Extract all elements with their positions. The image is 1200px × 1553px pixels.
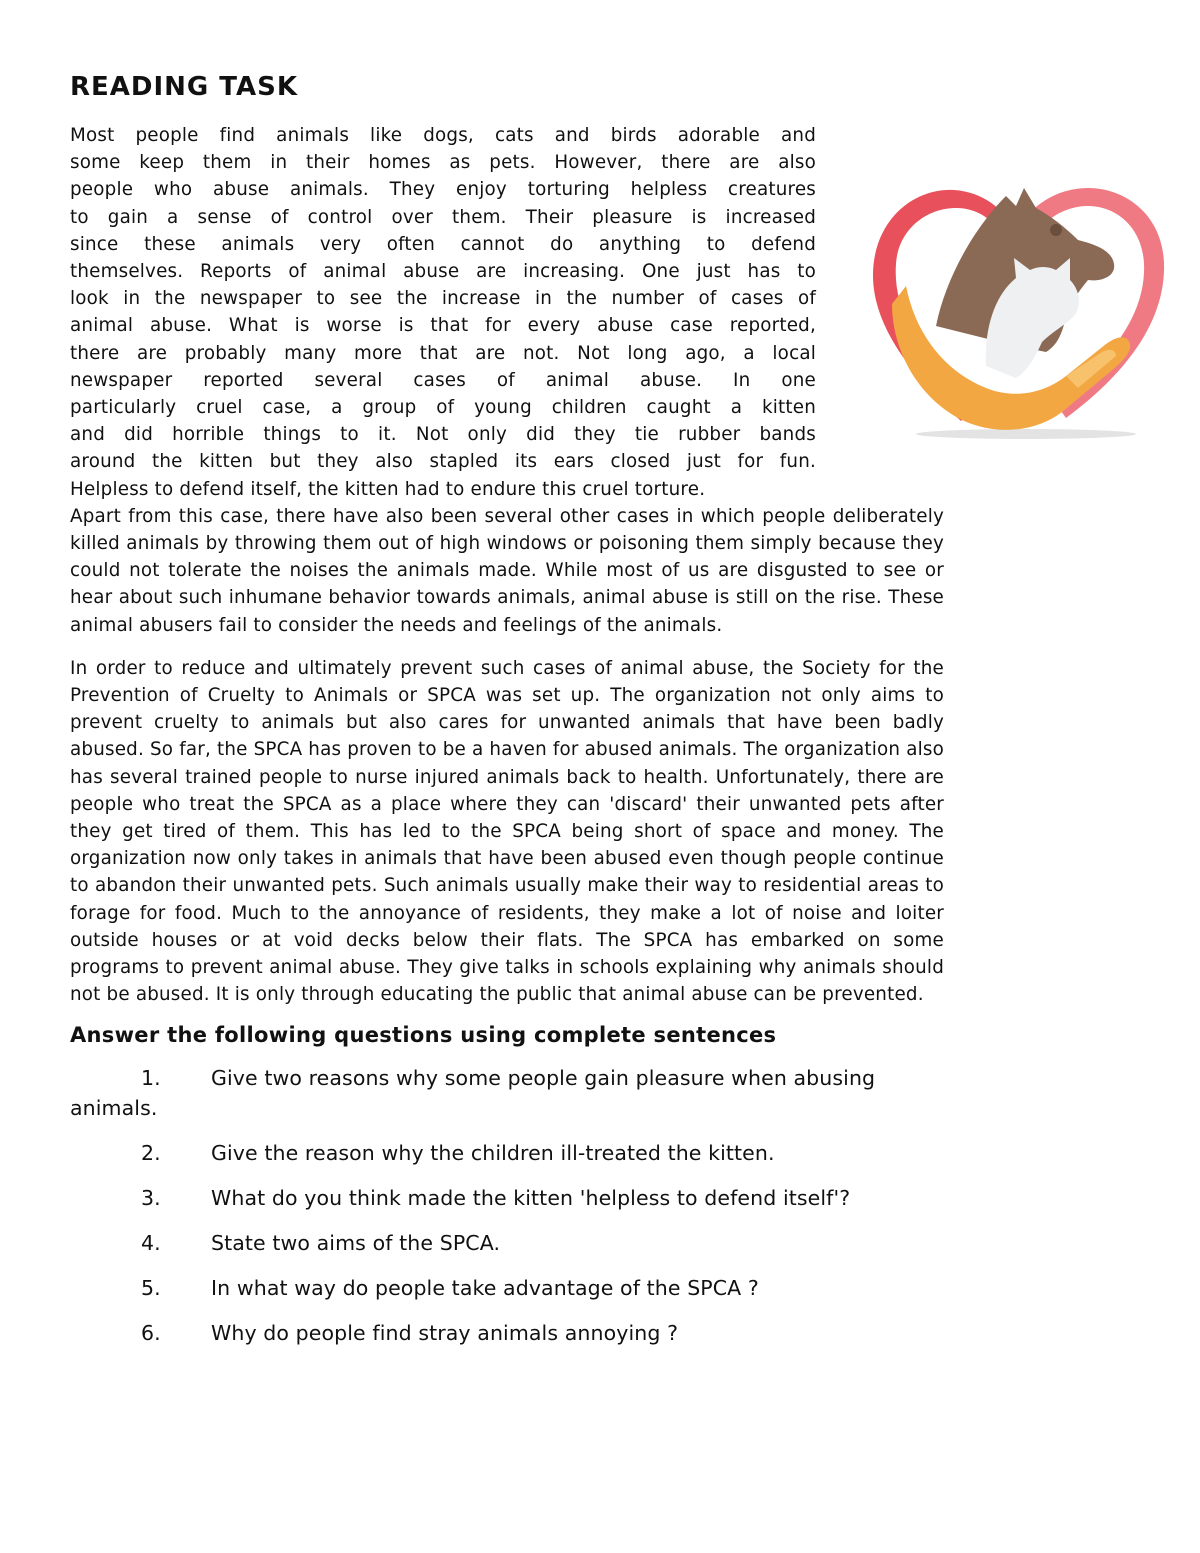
question-number: 3. (141, 1185, 161, 1210)
question-number: 4. (141, 1230, 161, 1255)
question-number: 2. (141, 1140, 161, 1165)
question-text: State two aims of the SPCA. (211, 1230, 501, 1255)
question-item (70, 1063, 944, 1123)
paragraph-1-rest: Apart from this case, there have also been several other cases in which people deliberately killed animals by throwing them out of high windows or poisoning them simply because they could not tolerate the noises the animals made. While most of us are disgusted to see or hear about such inhumane behavior towards animals, animal abuse is still on the rise. These animal abusers fail to consider the needs and feelings of the animals. (70, 505, 944, 636)
question-text: Why do people find stray animals annoying ? (211, 1320, 679, 1345)
paragraph-1-wrapped (70, 122, 944, 639)
question-text: Give the reason why the children ill-treated the kitten. (211, 1140, 775, 1165)
paragraph-1-line: particularly cruel case, a group of young children caught a kitten (70, 397, 816, 419)
paragraph-1-line: themselves. Reports of animal abuse are increasing. One just has to (70, 261, 816, 283)
paragraph-1-line: look in the newspaper to see the increase in the number of cases of (70, 288, 816, 310)
question-item (70, 1318, 944, 1348)
heart-hand-pets-icon (866, 166, 1176, 446)
question-text: What do you think made the kitten 'helpless to defend itself'? (211, 1185, 851, 1210)
logo-shadow (916, 429, 1136, 439)
question-item (70, 1183, 944, 1213)
page-title: READING TASK (70, 72, 299, 102)
paragraph-1-line: around the kitten but they also stapled its ears closed just for fun. (70, 451, 816, 473)
paragraph-1-line: Most people find animals like dogs, cats and birds adorable and (70, 125, 816, 146)
reading-task-page (70, 68, 944, 1363)
paragraph-1-line: some keep them in their homes as pets. However, there are also (70, 152, 816, 174)
paragraph-1-line: to gain a sense of control over them. Their pleasure is increased (70, 206, 816, 228)
paragraph-1-line: since these animals very often cannot do anything to defend (70, 233, 816, 255)
question-number: 1. (141, 1065, 161, 1090)
paragraph-1-line: people who abuse animals. They enjoy torturing helpless creatures (70, 179, 816, 201)
question-number: 5. (141, 1275, 161, 1300)
paragraph-1-line: newspaper reported several cases of animal abuse. In one (70, 369, 816, 391)
question-item (70, 1273, 944, 1303)
dog-eye (1050, 224, 1062, 236)
questions-list (70, 1063, 944, 1348)
paragraph-1-line: and did horrible things to it. Not only did they tie rubber bands (70, 424, 816, 446)
paragraph-1-line: Helpless to defend itself, the kitten had to endure this cruel torture. (70, 478, 706, 500)
paragraph-1-line: animal abuse. What is worse is that for every abuse case reported, (70, 315, 816, 337)
question-item (70, 1228, 944, 1258)
question-number: 6. (141, 1320, 161, 1345)
paragraph-1-line: there are probably many more that are not. Not long ago, a local (70, 342, 816, 364)
question-text: Give two reasons why some people gain pleasure when abusing animals. (70, 1065, 876, 1120)
questions-heading: Answer the following questions using complete sentences (70, 1022, 777, 1047)
paragraph-1-lines (70, 122, 816, 503)
paragraph-2: In order to reduce and ultimately prevent such cases of animal abuse, the Society for the Prevention of Cruelty to Animals or SPCA was set up. The organization not only aims to prevent cruelty to animals but also cares for unwanted animals that have been badly abused. So far, the SPCA has proven to be a haven for abused animals. The organization also has several trained people to nurse injured animals back to health. Unfortunately, there are people who treat the SPCA as a place where they can 'discard' their unwanted pets after they get tired of them. This has led to the SPCA being short of space and money. The organization now only takes in animals that have been abused even though people continue to abandon their unwanted pets. Such animals usually make their way to residential areas to forage for food. Much to the annoyance of residents, they make a lot of noise and loiter outside houses or at void decks below their flats. The SPCA has embarked on some programs to prevent animal abuse. They give talks in schools explaining why animals should not be abused. It is only through educating the public that animal abuse can be prevented. (70, 657, 944, 1006)
question-text: In what way do people take advantage of the SPCA ? (211, 1275, 759, 1300)
question-item (70, 1138, 944, 1168)
